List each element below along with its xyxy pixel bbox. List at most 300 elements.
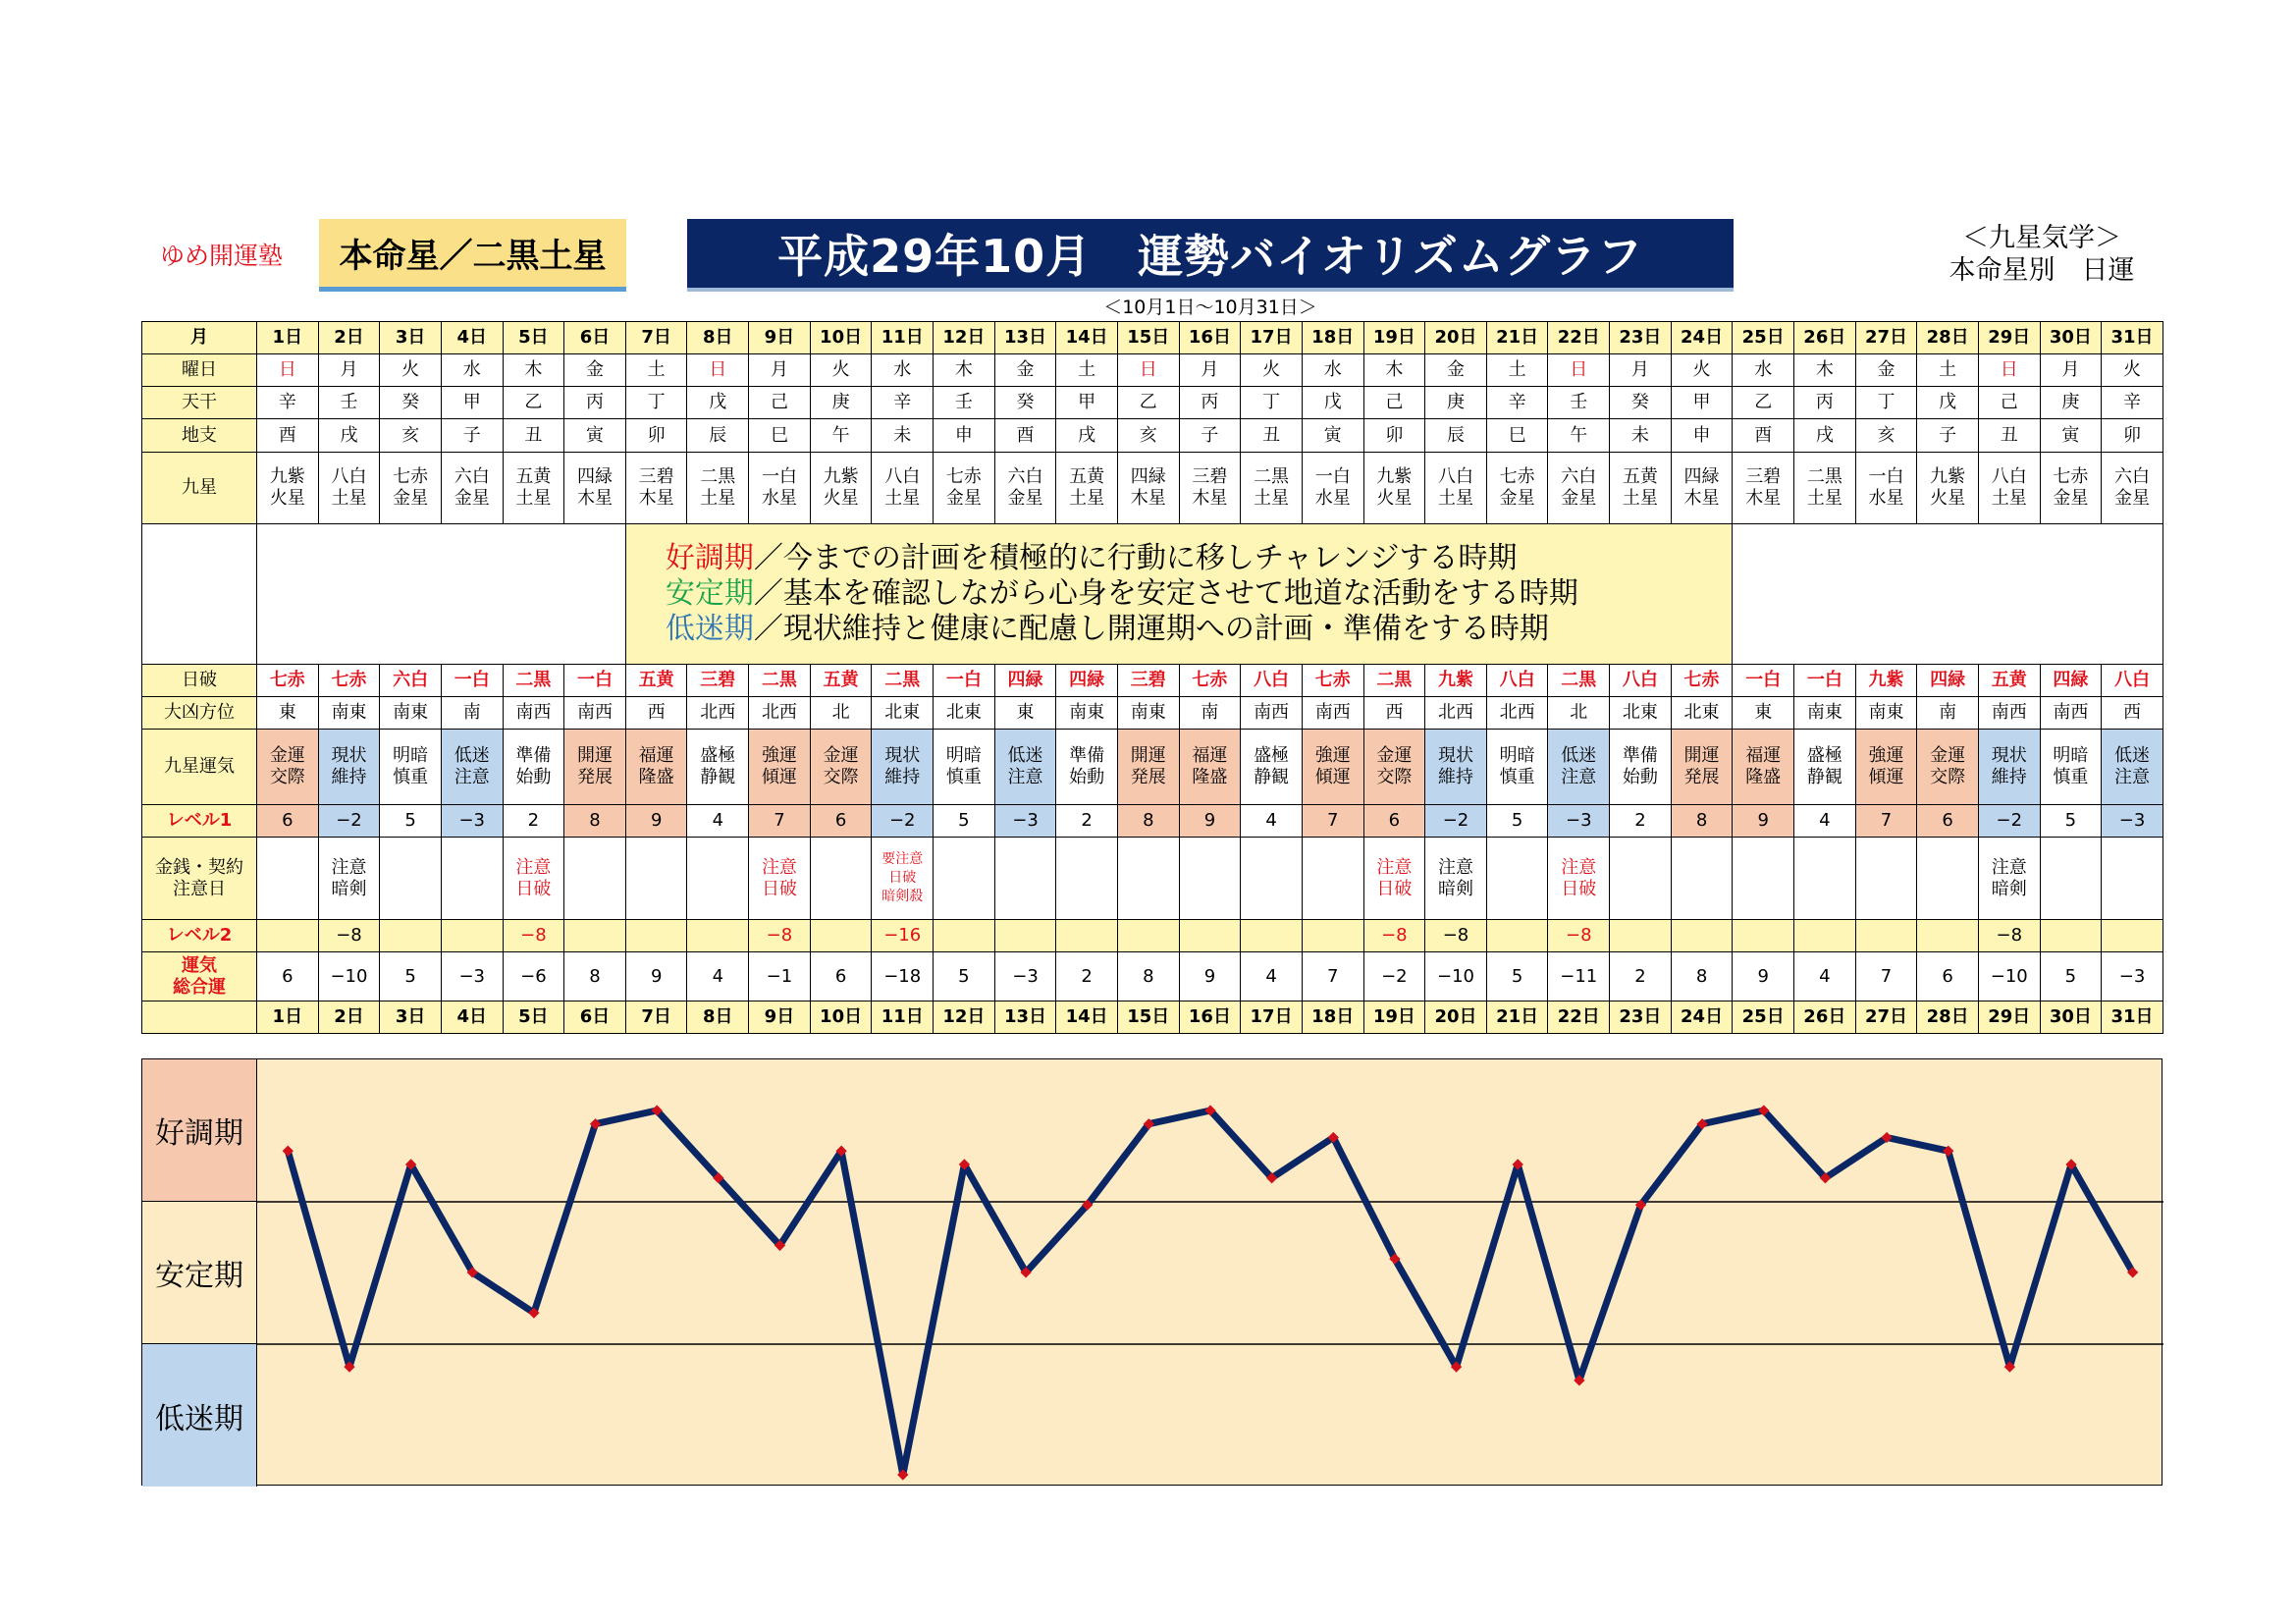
day-cell	[749, 322, 811, 354]
level1-cell	[1117, 805, 1179, 838]
level2-value: −8	[1566, 925, 1592, 946]
row-label-cell	[142, 838, 257, 920]
day-label: 9日	[764, 327, 795, 348]
daikyo-cell	[1241, 697, 1303, 730]
chishi-value: 未	[1630, 424, 1649, 446]
row-label-kyusei: 九星	[182, 477, 217, 498]
kyusei-cell	[1733, 453, 1794, 524]
total-cell	[1978, 952, 2040, 1001]
level2-value: −8	[1996, 925, 2023, 946]
day-label: 30日	[2049, 327, 2092, 348]
total-cell	[318, 952, 380, 1001]
level2-cell	[1363, 920, 1425, 952]
level1-value: 4	[1819, 810, 1831, 831]
level2-cell	[2102, 920, 2163, 952]
daikyo-cell	[1917, 697, 1979, 730]
level1-cell	[1179, 805, 1241, 838]
day-label: 20日	[1434, 327, 1477, 348]
money-note: 注意	[1561, 856, 1597, 878]
weekday-value: 土	[1508, 359, 1526, 380]
nippa-row	[142, 665, 2163, 697]
chishi-value: 丑	[1262, 424, 1281, 446]
total-value: 4	[1819, 965, 1831, 987]
money-note: 暗剣	[1437, 878, 1473, 899]
day-label: 23日	[1619, 327, 1662, 348]
daikyo-cell	[1794, 697, 1856, 730]
level1-value: 2	[1634, 810, 1646, 831]
row-label-daikyo: 大凶方位	[164, 702, 235, 723]
nippa-cell	[1548, 665, 1610, 697]
day-label: 20日	[1434, 1006, 1477, 1027]
tenkan-value: 庚	[1446, 392, 1465, 412]
kyusei-star: 七赤	[945, 466, 982, 487]
nippa-cell	[1117, 665, 1179, 697]
weekday-value: 土	[647, 359, 666, 380]
level2-value: −8	[1442, 925, 1469, 946]
day-label: 7日	[641, 327, 671, 348]
legend-low	[666, 612, 1733, 647]
day-label: 13日	[1003, 1006, 1047, 1027]
daikyo-value: 南西	[515, 702, 552, 723]
nippa-cell	[503, 665, 564, 697]
nippa-cell	[318, 665, 380, 697]
level1-value: 6	[1942, 810, 1953, 831]
daikyo-value: 南東	[1130, 702, 1166, 723]
nippa-value: 三碧	[700, 670, 736, 690]
tenkan-value: 戊	[709, 392, 727, 412]
chishi-value: 午	[831, 424, 850, 446]
weekday-value: 土	[1078, 359, 1096, 380]
kyusei-element: 木星	[1683, 488, 1720, 509]
day-cell	[564, 322, 626, 354]
tenkan-value: 己	[1385, 392, 1404, 412]
kyusei-star: 八白	[1437, 466, 1473, 487]
nippa-cell	[749, 665, 811, 697]
day-label: 10日	[820, 1006, 863, 1027]
unki-line1: 明暗	[2053, 745, 2089, 766]
fortune-table	[141, 321, 2163, 1034]
legend-stable-term: 安定期	[665, 576, 754, 611]
tenkan-value: 甲	[1692, 392, 1711, 412]
legend-stable	[666, 576, 1733, 612]
row-label-total-2: 総合運	[173, 976, 226, 998]
day-cell	[934, 1001, 995, 1034]
row-label-cell	[142, 1001, 257, 1034]
unki-cell	[441, 730, 503, 805]
total-value: −10	[1990, 965, 2028, 987]
legend-stable-desc: ／基本を確認しながら心身を安定させて地道な活動をする時期	[753, 576, 1578, 611]
unki-line1: 盛極	[1806, 745, 1842, 766]
total-cell	[1363, 952, 1425, 1001]
unki-line2: 慎重	[2053, 767, 2089, 787]
kyusei-element: 金星	[2114, 488, 2151, 509]
money-note: 暗剣	[1991, 878, 2027, 899]
nippa-value: 七赤	[1192, 670, 1228, 690]
unki-cell	[1117, 730, 1179, 805]
level1-value: 9	[650, 810, 663, 831]
tenkan-value: 乙	[1139, 392, 1157, 412]
kyusei-cell	[1302, 453, 1363, 524]
kyusei-cell	[1117, 453, 1179, 524]
day-cell	[1486, 1001, 1548, 1034]
day-label: 18日	[1311, 1006, 1355, 1027]
tenkan-value: 辛	[2123, 392, 2142, 412]
weekday-cell	[625, 354, 687, 387]
money-cell	[441, 838, 503, 920]
fortune-series-line	[288, 1110, 2132, 1475]
day-cell	[1486, 322, 1548, 354]
chishi-value: 戌	[1815, 424, 1834, 446]
day-cell	[1671, 322, 1733, 354]
level1-cell	[2040, 805, 2102, 838]
band-low: 低迷期	[142, 1344, 257, 1487]
level2-cell	[257, 920, 319, 952]
kyusei-element: 火星	[823, 488, 859, 509]
nippa-cell	[1302, 665, 1363, 697]
chishi-cell	[564, 419, 626, 453]
tenkan-cell	[1794, 387, 1856, 419]
nippa-cell	[625, 665, 687, 697]
unki-cell	[749, 730, 811, 805]
level1-cell	[257, 805, 319, 838]
legend-blank-right	[1733, 524, 2163, 665]
total-cell	[872, 952, 934, 1001]
row-label-total-1: 運気	[182, 954, 217, 976]
weekday-cell	[441, 354, 503, 387]
total-cell	[1733, 952, 1794, 1001]
total-value: 8	[1143, 965, 1154, 987]
unki-line1: 開運	[1683, 745, 1720, 766]
level1-cell	[1548, 805, 1610, 838]
kyusei-star: 八白	[331, 466, 367, 487]
daikyo-cell	[503, 697, 564, 730]
total-cell	[1056, 952, 1118, 1001]
tenkan-cell	[503, 387, 564, 419]
total-value: 7	[1326, 965, 1339, 987]
daikyo-cell	[687, 697, 749, 730]
nippa-value: 四緑	[1007, 670, 1043, 690]
chishi-value: 亥	[401, 424, 420, 446]
nippa-cell	[2040, 665, 2102, 697]
weekday-cell	[1302, 354, 1363, 387]
day-label: 1日	[272, 1006, 303, 1027]
chishi-value: 巳	[770, 424, 788, 446]
kyusei-element: 木星	[1130, 488, 1166, 509]
level1-value: −3	[2118, 810, 2146, 831]
money-note: 日破	[515, 878, 552, 899]
unki-cell	[687, 730, 749, 805]
unki-line1: 現状	[331, 745, 367, 766]
row-label-money-2: 注意日	[173, 878, 226, 899]
chishi-cell	[687, 419, 749, 453]
money-cell	[503, 838, 564, 920]
kyusei-caption-line1: ＜九星気学＞	[1962, 223, 2121, 253]
tenkan-cell	[1610, 387, 1672, 419]
daikyo-value: 北西	[1499, 702, 1535, 723]
kyusei-star: 七赤	[393, 466, 429, 487]
level2-cell	[380, 920, 442, 952]
weekday-cell	[1425, 354, 1487, 387]
unki-line2: 隆盛	[638, 767, 674, 787]
daikyo-value: 南東	[1868, 702, 1904, 723]
day-cell	[1548, 322, 1610, 354]
kyusei-star: 五黄	[515, 466, 552, 487]
unki-line1: 低迷	[2114, 745, 2151, 766]
daikyo-value: 南	[462, 702, 481, 723]
chishi-value: 酉	[278, 424, 296, 446]
tenkan-value: 戊	[1939, 392, 1957, 412]
unki-cell	[2040, 730, 2102, 805]
unki-line1: 準備	[515, 745, 552, 766]
level1-cell	[994, 805, 1056, 838]
chishi-cell	[1363, 419, 1425, 453]
row-label-money-1: 金銭・契約	[155, 856, 243, 878]
chishi-cell	[1241, 419, 1303, 453]
unki-line1: 明暗	[945, 745, 982, 766]
level2-cell	[1486, 920, 1548, 952]
chishi-value: 丑	[2000, 424, 2018, 446]
unki-line2: 傾運	[1868, 767, 1904, 787]
day-cell	[1855, 322, 1917, 354]
weekday-cell	[1733, 354, 1794, 387]
chishi-cell	[934, 419, 995, 453]
weekday-cell	[1179, 354, 1241, 387]
daikyo-cell	[625, 697, 687, 730]
weekday-value: 木	[1385, 359, 1404, 380]
level1-cell	[934, 805, 995, 838]
daikyo-cell	[1302, 697, 1363, 730]
daikyo-cell	[1425, 697, 1487, 730]
unki-cell	[1363, 730, 1425, 805]
unki-cell	[1425, 730, 1487, 805]
money-cell	[1548, 838, 1610, 920]
unki-line1: 福運	[1192, 745, 1228, 766]
row-label-cell	[142, 952, 257, 1001]
tenkan-cell	[441, 387, 503, 419]
row-label-cell	[142, 730, 257, 805]
band-stable: 安定期	[142, 1202, 257, 1344]
total-value: 2	[1081, 965, 1093, 987]
day-label: 16日	[1188, 1006, 1231, 1027]
unki-cell	[872, 730, 934, 805]
unki-row	[142, 730, 2163, 805]
nippa-cell	[380, 665, 442, 697]
row-label-cell	[142, 322, 257, 354]
legend-good-term: 好調期	[665, 541, 754, 575]
weekday-cell	[1548, 354, 1610, 387]
kyusei-cell	[1179, 453, 1241, 524]
nippa-cell	[564, 665, 626, 697]
total-cell	[2102, 952, 2163, 1001]
kyusei-cell	[994, 453, 1056, 524]
daikyo-cell	[1733, 697, 1794, 730]
kyusei-cell	[1794, 453, 1856, 524]
unki-cell	[810, 730, 872, 805]
kyusei-element: 金星	[2053, 488, 2089, 509]
level2-cell	[934, 920, 995, 952]
level1-cell	[749, 805, 811, 838]
level1-cell	[380, 805, 442, 838]
money-note: 暗剣	[331, 878, 367, 899]
nippa-value: 四緑	[1930, 670, 1966, 690]
day-label: 24日	[1681, 327, 1724, 348]
tenkan-cell	[1241, 387, 1303, 419]
weekday-cell	[994, 354, 1056, 387]
tenkan-value: 丙	[1201, 392, 1219, 412]
tenkan-value: 丁	[1877, 392, 1896, 412]
level2-cell	[1671, 920, 1733, 952]
day-cell	[994, 1001, 1056, 1034]
day-label: 8日	[703, 1006, 733, 1027]
tenkan-cell	[687, 387, 749, 419]
day-cell	[1056, 322, 1118, 354]
unki-cell	[1794, 730, 1856, 805]
tenkan-value: 癸	[1630, 392, 1649, 412]
chishi-cell	[1425, 419, 1487, 453]
money-cell	[1610, 838, 1672, 920]
total-cell	[1241, 952, 1303, 1001]
unki-line2: 交際	[1376, 767, 1413, 787]
daikyo-value: 西	[647, 702, 666, 723]
money-cell	[749, 838, 811, 920]
level1-cell	[872, 805, 934, 838]
weekday-value: 金	[1016, 359, 1035, 380]
unki-line2: 始動	[515, 767, 552, 787]
unki-cell	[1302, 730, 1363, 805]
unki-line2: 静観	[700, 767, 736, 787]
tenkan-cell	[1363, 387, 1425, 419]
money-note: 注意	[331, 856, 367, 878]
page-title: 平成29年10月 運勢バイオリズムグラフ	[687, 219, 1734, 292]
chishi-cell	[1733, 419, 1794, 453]
unki-line1: 現状	[884, 745, 921, 766]
unki-line2: 慎重	[945, 767, 982, 787]
weekday-cell	[1486, 354, 1548, 387]
total-value: 9	[1757, 965, 1769, 987]
total-value: 5	[404, 965, 416, 987]
money-cell	[1425, 838, 1487, 920]
chishi-cell	[1917, 419, 1979, 453]
day-cell	[1978, 1001, 2040, 1034]
tenkan-row	[142, 387, 2163, 419]
row-label-cell	[142, 453, 257, 524]
row-label-cell	[142, 354, 257, 387]
total-value: 2	[1634, 965, 1646, 987]
daikyo-cell	[1978, 697, 2040, 730]
kyusei-element: 金星	[1499, 488, 1535, 509]
date-range: ＜10月1日～10月31日＞	[1103, 297, 1317, 318]
nippa-cell	[1363, 665, 1425, 697]
nippa-value: 三碧	[1130, 670, 1166, 690]
day-cell	[1179, 322, 1241, 354]
level2-cell	[1425, 920, 1487, 952]
unki-line2: 維持	[884, 767, 921, 787]
kyusei-cell	[380, 453, 442, 524]
day-label: 25日	[1741, 1006, 1785, 1027]
daikyo-cell	[1486, 697, 1548, 730]
nippa-cell	[257, 665, 319, 697]
kyusei-star: 九紫	[1376, 466, 1413, 487]
unki-line2: 隆盛	[1745, 767, 1782, 787]
tenkan-cell	[934, 387, 995, 419]
chishi-cell	[1179, 419, 1241, 453]
nippa-cell	[1610, 665, 1672, 697]
level2-cell	[1610, 920, 1672, 952]
weekday-cell	[564, 354, 626, 387]
kyusei-element: 土星	[331, 488, 367, 509]
total-cell	[749, 952, 811, 1001]
tenkan-cell	[1733, 387, 1794, 419]
days-row-bottom	[142, 1001, 2163, 1034]
level1-cell	[441, 805, 503, 838]
nippa-value: 八白	[1622, 670, 1658, 690]
chishi-cell	[1302, 419, 1363, 453]
kyusei-cell	[1241, 453, 1303, 524]
day-cell	[441, 322, 503, 354]
row-label-cell	[142, 805, 257, 838]
unki-line2: 傾運	[1314, 767, 1351, 787]
chishi-value: 寅	[2061, 424, 2080, 446]
day-cell	[1302, 322, 1363, 354]
money-cell	[1056, 838, 1118, 920]
unki-line1: 金運	[1930, 745, 1966, 766]
level2-value: −8	[520, 925, 547, 946]
daikyo-row	[142, 697, 2163, 730]
level2-cell	[503, 920, 564, 952]
kyusei-star: 七赤	[2053, 466, 2089, 487]
level1-value: −3	[1012, 810, 1039, 831]
unki-cell	[994, 730, 1056, 805]
tenkan-cell	[380, 387, 442, 419]
tenkan-cell	[257, 387, 319, 419]
money-cell	[1179, 838, 1241, 920]
level1-value: −3	[1566, 810, 1592, 831]
level2-value: −8	[766, 925, 793, 946]
day-cell	[810, 322, 872, 354]
nippa-cell	[1425, 665, 1487, 697]
unki-cell	[1917, 730, 1979, 805]
day-label: 9日	[764, 1006, 795, 1027]
kyusei-star: 四緑	[1130, 466, 1166, 487]
unki-cell	[318, 730, 380, 805]
level1-value: −2	[336, 810, 362, 831]
unki-line2: 始動	[1069, 767, 1105, 787]
weekday-cell	[1917, 354, 1979, 387]
tenkan-value: 丙	[586, 392, 605, 412]
day-cell	[380, 1001, 442, 1034]
nippa-cell	[1855, 665, 1917, 697]
unki-cell	[257, 730, 319, 805]
tenkan-cell	[564, 387, 626, 419]
day-label: 30日	[2049, 1006, 2092, 1027]
tenkan-value: 丁	[1262, 392, 1281, 412]
day-label: 13日	[1003, 327, 1047, 348]
day-cell	[872, 322, 934, 354]
chishi-value: 寅	[1323, 424, 1342, 446]
chishi-value: 戌	[1078, 424, 1096, 446]
day-label: 22日	[1557, 327, 1600, 348]
daikyo-cell	[1855, 697, 1917, 730]
tenkan-value: 壬	[954, 392, 973, 412]
chart-plot-area	[257, 1059, 2162, 1485]
kyusei-cell	[257, 453, 319, 524]
kyusei-star: 九紫	[1930, 466, 1966, 487]
day-label: 26日	[1803, 1006, 1846, 1027]
chishi-cell	[625, 419, 687, 453]
chishi-cell	[1794, 419, 1856, 453]
chishi-value: 丑	[524, 424, 543, 446]
chishi-cell	[994, 419, 1056, 453]
